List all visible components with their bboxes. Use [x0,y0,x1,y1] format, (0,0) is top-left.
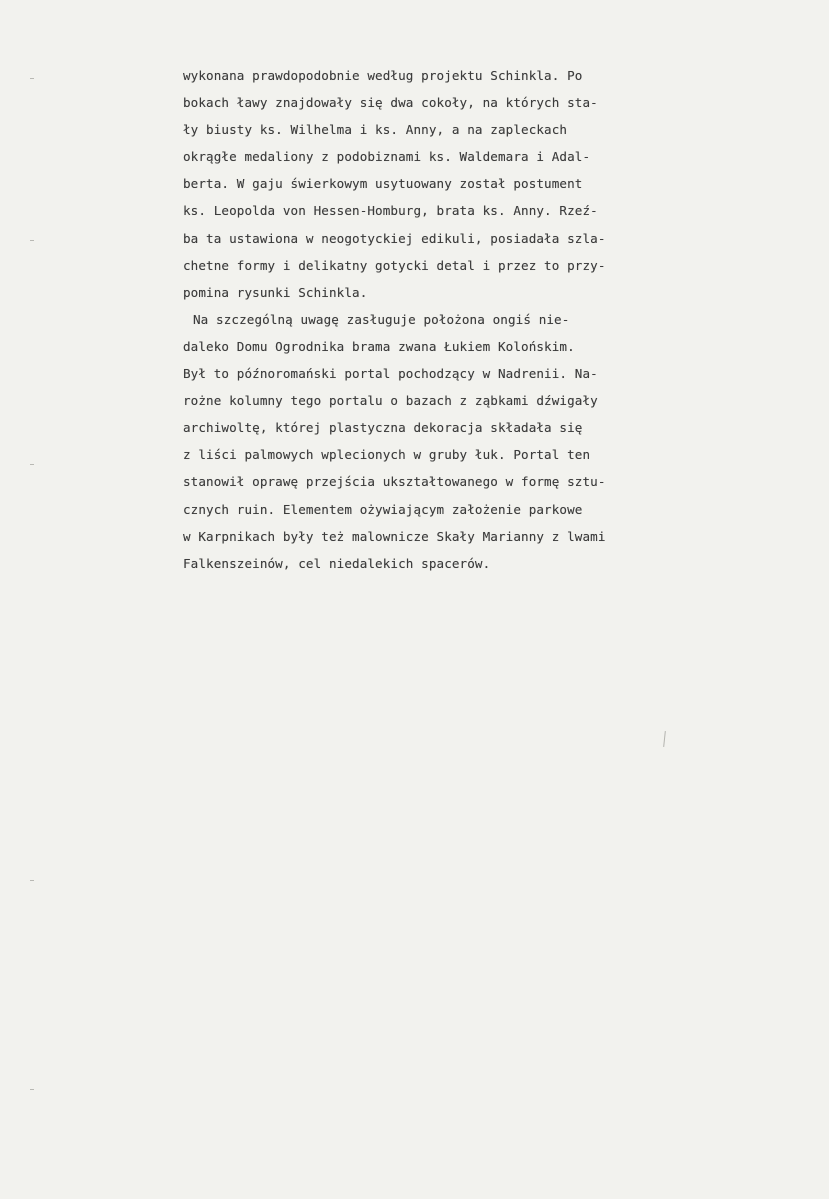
text-line: stanowił oprawę przejścia ukształtowanego w formę sztu- [183,474,606,490]
text-line: z liści palmowych wplecionych w gruby łuk. Portal ten [183,447,591,463]
text-line: berta. W gaju świerkowym usytuowany został postument [183,176,583,192]
text-line: rożne kolumny tego portalu o bazach z ząbkami dźwigały [183,393,598,409]
text-line: Na szczególną uwagę zasługuje położona ongiś nie- [193,311,570,327]
text-line: wykonana prawdopodobnie według projektu Schinkla. Po [183,68,583,83]
text-line: ba ta ustawiona w neogotyckiej edikuli, posiadała szla- [183,230,606,246]
margin-tick-mark [30,240,34,241]
text-line: cznych ruin. Elementem ożywiającym założenie parkowe [183,501,583,517]
typewritten-text [183,62,793,577]
text-line: archiwoltę, której plastyczna dekoracja składała się [183,420,583,436]
margin-tick-mark [30,78,34,79]
text-line: Był to późnoromański portal pochodzący w Nadrenii. Na- [183,366,598,382]
text-line: ły biusty ks. Wilhelma i ks. Anny, a na zapleckach [183,122,568,138]
margin-tick-mark [30,1089,34,1090]
text-line: Falkenszeinów, cel niedalekich spacerów. [183,555,491,571]
text-line: ks. Leopolda von Hessen-Homburg, brata ks. Anny. Rzeź- [183,203,598,219]
margin-tick-mark [30,880,34,881]
margin-tick-mark [30,464,34,465]
pencil-mark [663,731,666,747]
text-line: bokach ławy znajdowały się dwa cokoły, na których sta- [183,95,598,111]
text-line: okrągłe medaliony z podobiznami ks. Waldemara i Adal- [183,149,591,165]
text-line: chetne formy i delikatny gotycki detal i przez to przy- [183,257,606,273]
text-line: w Karpnikach były też malownicze Skały Marianny z lwami [183,528,606,544]
text-line: daleko Domu Ogrodnika brama zwana Łukiem Kolońskim. [183,338,575,354]
text-line: pomina rysunki Schinkla. [183,284,368,300]
